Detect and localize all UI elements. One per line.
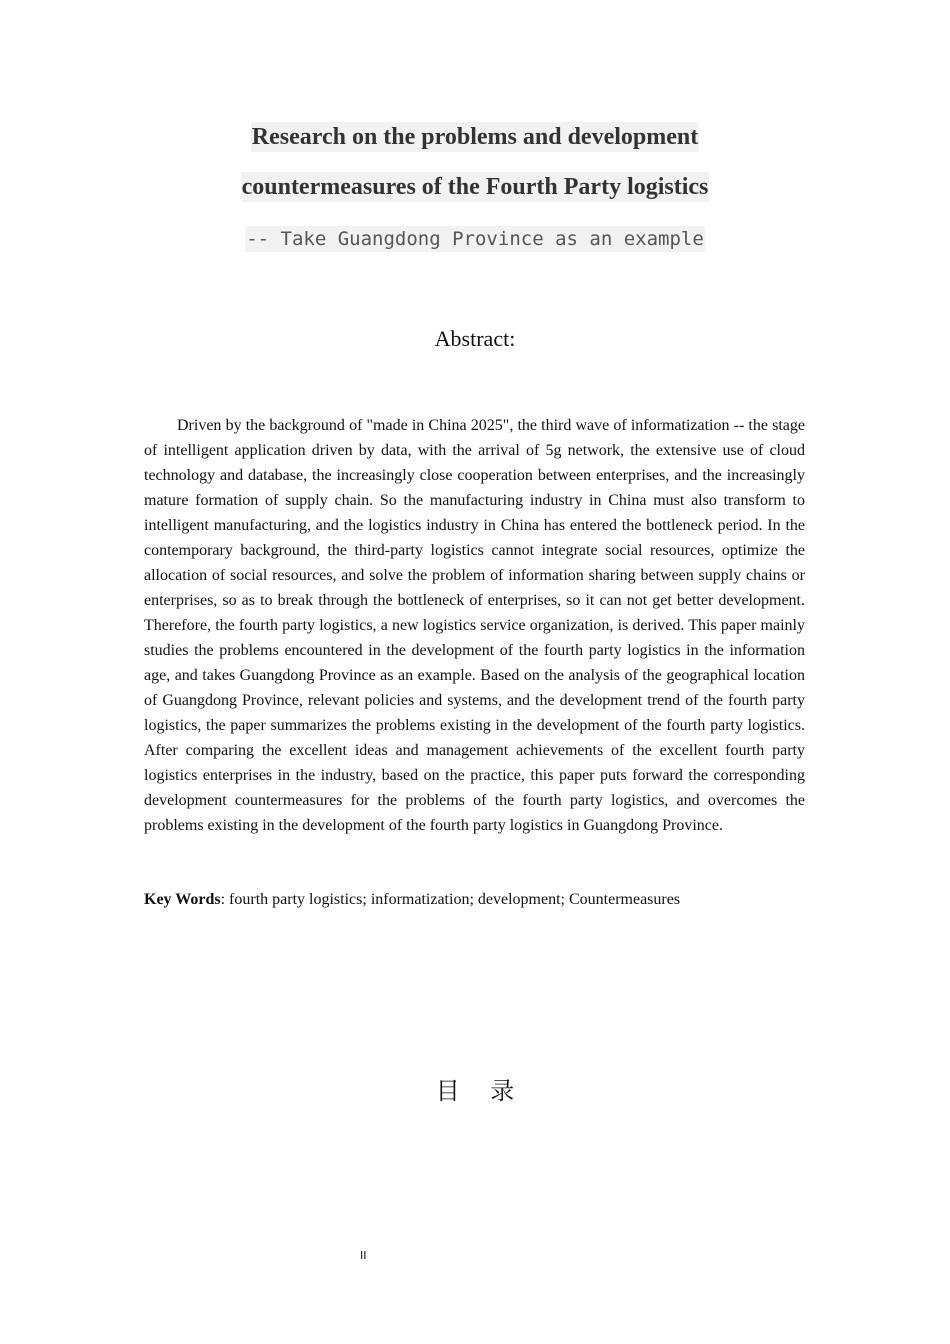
abstract-body: Driven by the background of "made in China 2025", the third wave of informatization -- the stage of intelligent application driven by data, with the arrival of 5g network, the extensive use of cloud technology and database, the increasingly close cooperation between enterprises, and the increasingly mature formation of supply chain. So the manufacturing industry in China must also transform to intelligent manufacturing, and the logistics industry in China has entered the bottleneck period. In the contemporary background, the third-party logistics cannot integrate social resources, optimize the allocation of social resources, and solve the problem of information sharing between supply chains or enterprises, so as to break through the bottleneck of enterprises, so it can not get better development. Therefore, the fourth party logistics, a new logistics service organization, is derived. This paper mainly studies the problems encountered in the development of the fourth party logistics in the information age, and takes Guangdong Province as an example. Based on the analysis of the geographical location of Guangdong Province, relevant policies and systems, and the development trend of the fourth party logistics, the paper summarizes the problems existing in the development of the fourth party logistics. After comparing the excellent ideas and management achievements of the excellent fourth party logistics enterprises in the industry, based on the practice, this paper puts forward the corresponding development countermeasures for the problems of the fourth party logistics, and overcomes the problems existing in the development of the fourth party logistics in Guangdong Province.: [144, 417, 805, 834]
keywords-text: : fourth party logistics; informatization; development; Countermeasures: [220, 891, 681, 908]
keywords: [144, 887, 805, 912]
toc-heading: 目 录: [435, 1077, 515, 1105]
abstract-heading: Abstract:: [434, 326, 516, 351]
subtitle: [0, 228, 950, 250]
subtitle-text: -- Take Guangdong Province as an example: [246, 228, 704, 250]
page-number: II: [360, 1249, 367, 1262]
title-line-1-text: Research on the problems and development: [251, 124, 699, 150]
title-line-2: [0, 174, 950, 201]
title-line-2-text: countermeasures of the Fourth Party logistics: [241, 174, 709, 200]
title-line-1: [0, 124, 950, 151]
keywords-label: Key Words: [144, 891, 221, 908]
